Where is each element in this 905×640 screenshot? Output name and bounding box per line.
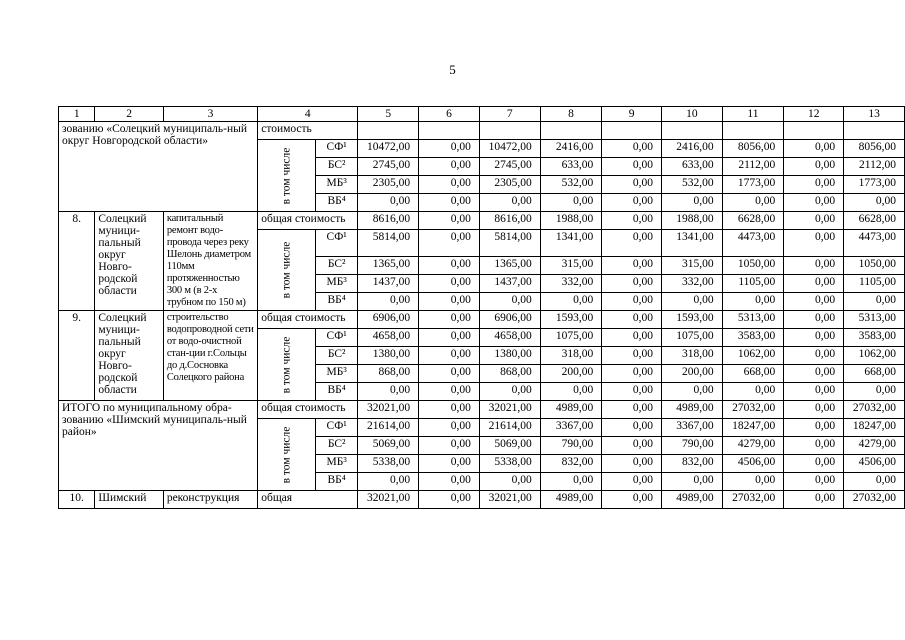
fund-value: 4658,00	[479, 329, 540, 347]
fund-value: 0,00	[419, 473, 480, 491]
fund-value: 0,00	[784, 383, 844, 401]
total-cost-label: общая стоимость	[258, 212, 358, 230]
fund-value: 0,00	[602, 230, 662, 257]
total-value: 32021,00	[479, 491, 540, 509]
fund-type-label: БС²	[315, 347, 357, 365]
fund-value: 3583,00	[722, 329, 784, 347]
fund-value: 318,00	[540, 347, 602, 365]
fund-value: 0,00	[602, 158, 662, 176]
fund-value: 0,00	[358, 293, 419, 311]
column-header: 5	[358, 107, 419, 122]
block-total-row	[59, 122, 905, 140]
fund-value: 0,00	[602, 275, 662, 293]
fund-value: 832,00	[540, 455, 602, 473]
column-header: 9	[602, 107, 662, 122]
fund-type-label: МБ³	[315, 275, 357, 293]
fund-value: 1050,00	[722, 257, 784, 275]
fund-value: 0,00	[602, 383, 662, 401]
fund-value: 0,00	[419, 365, 480, 383]
total-value: 0,00	[419, 491, 480, 509]
fund-value: 0,00	[662, 473, 723, 491]
item-description: капитальный ремонт водо-провода через реку Шелонь диаметром 110мм протяженностью 300 м (в 2-х трубном по 150 м)	[163, 212, 257, 311]
in-total-label	[258, 329, 316, 401]
fund-value: 5338,00	[479, 455, 540, 473]
fund-value: 0,00	[784, 194, 844, 212]
fund-value: 1062,00	[844, 347, 905, 365]
fund-type-label: СФ¹	[315, 329, 357, 347]
column-header: 1	[59, 107, 95, 122]
total-value: 1593,00	[662, 311, 723, 329]
fund-value: 2745,00	[358, 158, 419, 176]
fund-value: 0,00	[602, 194, 662, 212]
fund-value: 0,00	[479, 194, 540, 212]
item-description: реконструкция	[163, 491, 257, 509]
fund-value: 0,00	[784, 275, 844, 293]
block-title: ИТОГО по муниципальному обра-зованию «Шимский муниципаль-ный район»	[59, 401, 258, 491]
fund-value: 1341,00	[540, 230, 602, 257]
total-value: 4989,00	[540, 491, 602, 509]
fund-value: 0,00	[784, 329, 844, 347]
fund-value: 1075,00	[662, 329, 723, 347]
budget-table	[58, 106, 905, 509]
total-value	[540, 122, 602, 140]
fund-value: 3367,00	[662, 419, 723, 437]
fund-value: 0,00	[784, 455, 844, 473]
item-number: 8.	[59, 212, 95, 311]
total-value: 4989,00	[662, 401, 723, 419]
fund-value: 0,00	[784, 158, 844, 176]
fund-value: 0,00	[662, 383, 723, 401]
total-cost-label: стоимость	[258, 122, 358, 140]
fund-value: 4473,00	[844, 230, 905, 257]
fund-value: 4506,00	[722, 455, 784, 473]
fund-value: 2305,00	[479, 176, 540, 194]
total-value: 0,00	[784, 212, 844, 230]
fund-value: 0,00	[844, 383, 905, 401]
fund-value: 0,00	[419, 347, 480, 365]
fund-value: 868,00	[358, 365, 419, 383]
fund-value: 4658,00	[358, 329, 419, 347]
fund-type-label: ВБ⁴	[315, 473, 357, 491]
fund-value: 0,00	[784, 437, 844, 455]
column-header: 13	[844, 107, 905, 122]
fund-value: 633,00	[662, 158, 723, 176]
fund-value: 315,00	[662, 257, 723, 275]
total-value: 0,00	[602, 491, 662, 509]
column-header: 11	[722, 107, 784, 122]
fund-value: 0,00	[419, 230, 480, 257]
fund-value: 0,00	[784, 293, 844, 311]
total-cost-label: общая стоимость	[258, 311, 358, 329]
fund-value: 0,00	[540, 383, 602, 401]
total-value: 32021,00	[358, 491, 419, 509]
page-number: 5	[449, 62, 456, 77]
fund-value: 1380,00	[358, 347, 419, 365]
fund-value: 3367,00	[540, 419, 602, 437]
fund-value: 2112,00	[722, 158, 784, 176]
column-header: 4	[258, 107, 358, 122]
fund-value: 0,00	[784, 365, 844, 383]
total-cost-label: общая	[258, 491, 358, 509]
fund-value: 0,00	[722, 473, 784, 491]
fund-value: 0,00	[784, 176, 844, 194]
total-value: 4989,00	[662, 491, 723, 509]
total-value: 1988,00	[540, 212, 602, 230]
header-row	[59, 107, 905, 122]
fund-value: 0,00	[602, 140, 662, 158]
fund-value: 0,00	[602, 473, 662, 491]
fund-type-label: БС²	[315, 257, 357, 275]
block-total-row	[59, 311, 905, 329]
total-value: 8616,00	[358, 212, 419, 230]
fund-value: 2416,00	[662, 140, 723, 158]
fund-type-label: МБ³	[315, 176, 357, 194]
fund-value: 8056,00	[844, 140, 905, 158]
total-value	[419, 122, 480, 140]
fund-value: 532,00	[662, 176, 723, 194]
fund-value: 200,00	[662, 365, 723, 383]
fund-value: 21614,00	[358, 419, 419, 437]
fund-value: 0,00	[844, 293, 905, 311]
total-value	[784, 122, 844, 140]
fund-value: 10472,00	[479, 140, 540, 158]
fund-value: 315,00	[540, 257, 602, 275]
fund-value: 868,00	[479, 365, 540, 383]
fund-value: 0,00	[358, 383, 419, 401]
total-value	[722, 122, 784, 140]
item-district: Солецкий муници-пальный округ Новго-родской области	[95, 311, 163, 401]
block-total-row	[59, 212, 905, 230]
fund-value: 0,00	[722, 194, 784, 212]
total-value: 27032,00	[844, 491, 905, 509]
fund-value: 0,00	[419, 140, 480, 158]
fund-value: 0,00	[784, 140, 844, 158]
total-value: 1988,00	[662, 212, 723, 230]
fund-value: 4506,00	[844, 455, 905, 473]
fund-value: 1341,00	[662, 230, 723, 257]
fund-value: 332,00	[540, 275, 602, 293]
fund-value: 18247,00	[722, 419, 784, 437]
fund-value: 1105,00	[722, 275, 784, 293]
in-total-text: в том числе	[280, 147, 293, 204]
fund-value: 0,00	[602, 419, 662, 437]
item-district: Солецкий муници-пальный округ Новго-родской области	[95, 212, 163, 311]
fund-value: 0,00	[419, 176, 480, 194]
fund-value: 0,00	[844, 194, 905, 212]
fund-value: 0,00	[540, 293, 602, 311]
fund-value: 4279,00	[722, 437, 784, 455]
total-value: 0,00	[784, 491, 844, 509]
fund-value: 18247,00	[844, 419, 905, 437]
fund-value: 0,00	[479, 473, 540, 491]
total-value: 6628,00	[722, 212, 784, 230]
fund-value: 5069,00	[358, 437, 419, 455]
fund-value: 0,00	[540, 473, 602, 491]
fund-value: 633,00	[540, 158, 602, 176]
total-value: 0,00	[602, 311, 662, 329]
fund-value: 5069,00	[479, 437, 540, 455]
fund-value: 0,00	[662, 194, 723, 212]
fund-value: 0,00	[419, 383, 480, 401]
total-value: 5313,00	[844, 311, 905, 329]
fund-value: 0,00	[602, 365, 662, 383]
column-header: 3	[163, 107, 257, 122]
fund-value: 1365,00	[479, 257, 540, 275]
total-value: 0,00	[784, 401, 844, 419]
fund-value: 0,00	[602, 329, 662, 347]
fund-value: 1380,00	[479, 347, 540, 365]
fund-value: 0,00	[722, 293, 784, 311]
total-value: 6628,00	[844, 212, 905, 230]
total-value: 27032,00	[722, 491, 784, 509]
fund-value: 4473,00	[722, 230, 784, 257]
column-header: 7	[479, 107, 540, 122]
total-value: 5313,00	[722, 311, 784, 329]
fund-value: 0,00	[419, 194, 480, 212]
total-value: 32021,00	[479, 401, 540, 419]
fund-type-label: ВБ⁴	[315, 383, 357, 401]
item-district: Шимский	[95, 491, 163, 509]
total-value: 0,00	[784, 311, 844, 329]
fund-value: 5814,00	[479, 230, 540, 257]
fund-value: 1105,00	[844, 275, 905, 293]
fund-value: 0,00	[602, 455, 662, 473]
fund-value: 0,00	[722, 383, 784, 401]
fund-value: 0,00	[784, 473, 844, 491]
fund-value: 0,00	[784, 257, 844, 275]
fund-value: 8056,00	[722, 140, 784, 158]
fund-value: 1050,00	[844, 257, 905, 275]
in-total-label	[258, 140, 316, 212]
total-cost-label: общая стоимость	[258, 401, 358, 419]
fund-value: 0,00	[602, 257, 662, 275]
fund-value: 790,00	[540, 437, 602, 455]
fund-value: 1365,00	[358, 257, 419, 275]
fund-value: 0,00	[602, 293, 662, 311]
column-header: 12	[784, 107, 844, 122]
fund-value: 0,00	[784, 230, 844, 257]
in-total-label	[258, 230, 316, 311]
fund-value: 332,00	[662, 275, 723, 293]
fund-value: 1075,00	[540, 329, 602, 347]
total-value: 4989,00	[540, 401, 602, 419]
fund-value: 2416,00	[540, 140, 602, 158]
fund-value: 4279,00	[844, 437, 905, 455]
block-total-row	[59, 401, 905, 419]
fund-value: 0,00	[602, 176, 662, 194]
total-value: 8616,00	[479, 212, 540, 230]
total-value	[602, 122, 662, 140]
fund-value: 10472,00	[358, 140, 419, 158]
fund-value: 668,00	[844, 365, 905, 383]
fund-type-label: ВБ⁴	[315, 194, 357, 212]
fund-value: 3583,00	[844, 329, 905, 347]
fund-value: 0,00	[419, 419, 480, 437]
block-title: зованию «Солецкий муниципаль-ный округ Новгородской области»	[59, 122, 258, 212]
fund-value: 1437,00	[358, 275, 419, 293]
fund-value: 0,00	[784, 419, 844, 437]
fund-type-label: СФ¹	[315, 419, 357, 437]
fund-value: 0,00	[540, 194, 602, 212]
fund-type-label: БС²	[315, 158, 357, 176]
item-number: 10.	[59, 491, 95, 509]
fund-type-label: СФ¹	[315, 230, 357, 257]
total-value: 1593,00	[540, 311, 602, 329]
fund-value: 0,00	[479, 293, 540, 311]
fund-value: 0,00	[844, 473, 905, 491]
fund-value: 200,00	[540, 365, 602, 383]
fund-type-label: СФ¹	[315, 140, 357, 158]
fund-value: 790,00	[662, 437, 723, 455]
fund-value: 0,00	[602, 347, 662, 365]
total-value	[844, 122, 905, 140]
column-header: 6	[419, 107, 480, 122]
total-value: 27032,00	[844, 401, 905, 419]
item-number: 9.	[59, 311, 95, 401]
total-value: 6906,00	[358, 311, 419, 329]
fund-value: 832,00	[662, 455, 723, 473]
fund-value: 1773,00	[722, 176, 784, 194]
fund-value: 0,00	[602, 437, 662, 455]
total-value: 0,00	[602, 212, 662, 230]
last-row	[59, 491, 905, 509]
fund-value: 2745,00	[479, 158, 540, 176]
total-value: 0,00	[602, 401, 662, 419]
fund-value: 0,00	[419, 455, 480, 473]
column-header: 8	[540, 107, 602, 122]
fund-value: 0,00	[419, 329, 480, 347]
fund-value: 1437,00	[479, 275, 540, 293]
fund-value: 668,00	[722, 365, 784, 383]
fund-value: 1773,00	[844, 176, 905, 194]
fund-value: 0,00	[419, 275, 480, 293]
item-description: строительство водопроводной сети от водо-очистной стан-ции г.Сольцы до д.Сосновка Солецкого района	[163, 311, 257, 401]
fund-type-label: БС²	[315, 437, 357, 455]
fund-type-label: МБ³	[315, 365, 357, 383]
fund-value: 5814,00	[358, 230, 419, 257]
total-value	[479, 122, 540, 140]
total-value	[662, 122, 723, 140]
fund-value: 0,00	[419, 293, 480, 311]
fund-value: 0,00	[662, 293, 723, 311]
total-value: 0,00	[419, 401, 480, 419]
total-value	[358, 122, 419, 140]
fund-value: 0,00	[358, 473, 419, 491]
fund-value: 318,00	[662, 347, 723, 365]
total-value: 27032,00	[722, 401, 784, 419]
total-value: 32021,00	[358, 401, 419, 419]
column-header: 2	[95, 107, 163, 122]
fund-value: 0,00	[358, 194, 419, 212]
total-value: 0,00	[419, 212, 480, 230]
in-total-label	[258, 419, 316, 491]
total-value: 6906,00	[479, 311, 540, 329]
fund-value: 532,00	[540, 176, 602, 194]
fund-value: 5338,00	[358, 455, 419, 473]
fund-type-label: МБ³	[315, 455, 357, 473]
fund-value: 0,00	[419, 158, 480, 176]
column-header: 10	[662, 107, 723, 122]
fund-value: 21614,00	[479, 419, 540, 437]
fund-value: 2112,00	[844, 158, 905, 176]
in-total-text: в том числе	[280, 426, 293, 483]
fund-value: 0,00	[479, 383, 540, 401]
fund-value: 2305,00	[358, 176, 419, 194]
total-value: 0,00	[419, 311, 480, 329]
in-total-text: в том числе	[280, 336, 293, 393]
fund-value: 1062,00	[722, 347, 784, 365]
fund-type-label: ВБ⁴	[315, 293, 357, 311]
fund-value: 0,00	[419, 437, 480, 455]
fund-value: 0,00	[784, 347, 844, 365]
in-total-text: в том числе	[280, 241, 293, 299]
fund-value: 0,00	[419, 257, 480, 275]
